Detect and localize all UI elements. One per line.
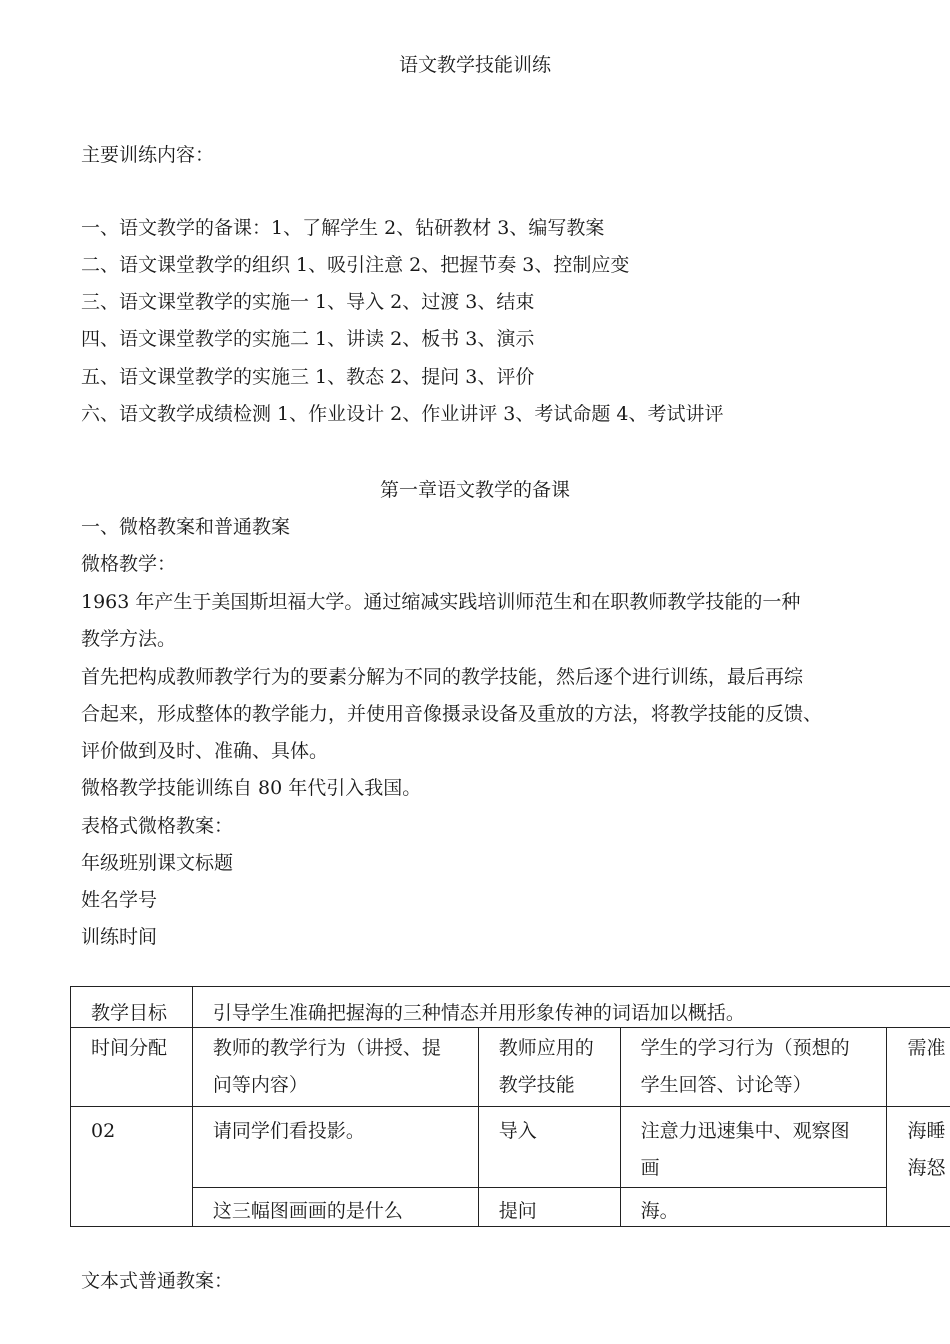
training-item: 五、语文课堂教学的实施三 1、教态 2、提问 3、评价 [81, 366, 535, 388]
header-extra: 需准 [887, 1028, 950, 1107]
paragraph-line: 训练时间 [81, 926, 158, 948]
intro-heading: 主要训练内容： [81, 144, 215, 166]
document-title: 语文教学技能训练 [398, 54, 551, 76]
time-cell: 02 [71, 1107, 193, 1227]
training-item: 二、语文课堂教学的组织 1、吸引注意 2、把握节奏 3、控制应变 [81, 254, 630, 276]
chapter-title: 第一章语文教学的备课 [379, 479, 570, 501]
training-item: 一、语文教学的备课：1、了解学生 2、钻研教材 3、编写教案 [81, 217, 605, 239]
goal-label-cell: 教学目标 [71, 987, 193, 1028]
extra-cell: 海睡 海怒 [887, 1107, 950, 1227]
teacher-cell: 这三幅图画画的是什么 [192, 1188, 478, 1227]
student-cell: 注意力迅速集中、观察图 画 [620, 1107, 887, 1188]
student-cell: 海。 [620, 1188, 887, 1227]
paragraph-line: 微格教学： [81, 553, 177, 575]
paragraph-line: 年级班别课文标题 [81, 852, 234, 874]
teacher-cell: 请同学们看投影。 [192, 1107, 478, 1188]
skill-cell: 提问 [478, 1188, 620, 1227]
paragraph-line: 微格教学技能训练自 80 年代引入我国。 [81, 777, 422, 799]
paragraph-line: 1963 年产生于美国斯坦福大学。通过缩减实践培训师范生和在职教师教学技能的一种 [81, 591, 801, 613]
paragraph-line: 表格式微格教案： [81, 815, 234, 837]
goal-text-cell: 引导学生准确把握海的三种情态并用形象传神的词语加以概括。 [192, 987, 950, 1028]
footer-heading: 文本式普通教案： [81, 1270, 234, 1292]
training-item: 三、语文课堂教学的实施一 1、导入 2、过渡 3、结束 [81, 291, 535, 313]
header-teaching-skill: 教师应用的 教学技能 [478, 1028, 620, 1107]
paragraph-line: 姓名学号 [81, 889, 158, 911]
training-item: 六、语文教学成绩检测 1、作业设计 2、作业讲评 3、考试命题 4、考试讲评 [81, 403, 724, 425]
table-row [71, 987, 950, 1028]
training-item: 四、语文课堂教学的实施二 1、讲读 2、板书 3、演示 [81, 328, 535, 350]
skill-cell: 导入 [478, 1107, 620, 1188]
section-heading: 一、微格教案和普通教案 [81, 516, 291, 538]
table-header-row [71, 1028, 950, 1107]
paragraph-line: 评价做到及时、准确、具体。 [81, 740, 329, 762]
paragraph-line: 首先把构成教师教学行为的要素分解为不同的教学技能，然后逐个进行训练，最后再综 [81, 666, 804, 688]
paragraph-line: 合起来，形成整体的教学能力，并使用音像摄录设备及重放的方法，将教学技能的反馈、 [81, 703, 823, 725]
header-time: 时间分配 [71, 1028, 193, 1107]
header-student-behavior: 学生的学习行为（预想的 学生回答、讨论等） [620, 1028, 887, 1107]
paragraph-line: 教学方法。 [81, 628, 177, 650]
table-row [71, 1107, 950, 1188]
table-row [71, 1188, 950, 1227]
lesson-plan-table [70, 986, 950, 1227]
header-teacher-behavior: 教师的教学行为（讲授、提 问等内容） [192, 1028, 478, 1107]
